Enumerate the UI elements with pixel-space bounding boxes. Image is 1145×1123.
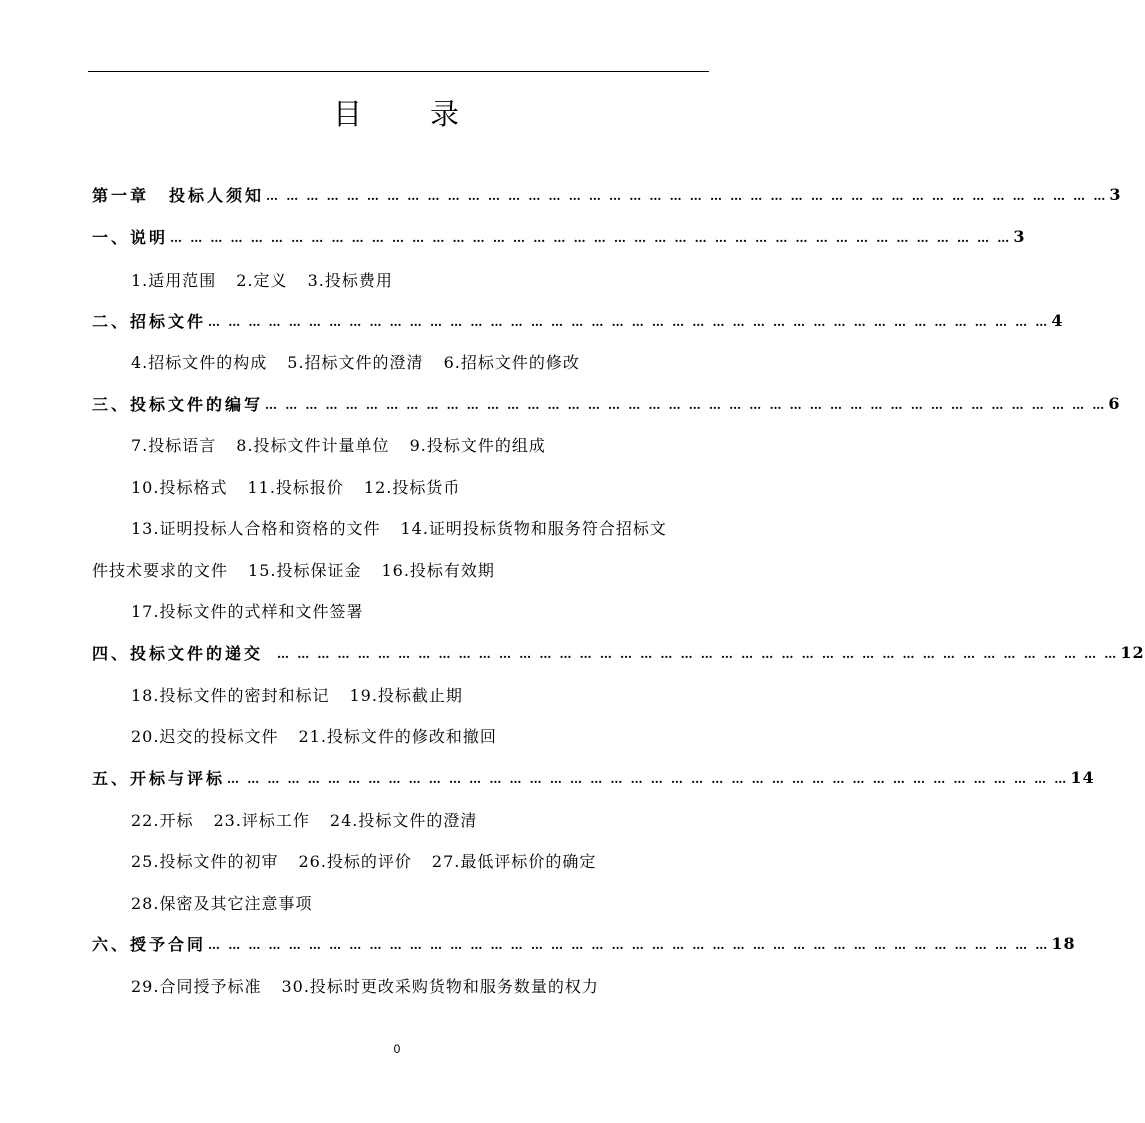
toc-subitem[interactable]: 22.开标 xyxy=(131,810,194,830)
toc-section-3[interactable] xyxy=(92,388,1121,418)
toc-subitem[interactable]: 11.投标报价 xyxy=(247,477,344,497)
toc-subitems xyxy=(92,554,515,584)
toc-subitems xyxy=(131,595,383,625)
footer-page-number: 0 xyxy=(393,1042,401,1056)
toc-subitems xyxy=(131,512,709,542)
leader-dots: … … … … … … … … … … … … … … … … … … … … … … … … … … … … … … … … … … … … … … … … … … xyxy=(208,938,1050,952)
toc-subitems xyxy=(131,429,566,459)
toc-subitems xyxy=(131,887,332,917)
page-number: 14 xyxy=(1070,767,1095,787)
toc-subitem[interactable]: 21.投标文件的修改和撤回 xyxy=(298,726,497,746)
page-number: 12 xyxy=(1120,642,1145,662)
toc-section-6[interactable] xyxy=(92,928,1076,958)
toc-section-2[interactable] xyxy=(92,305,1064,335)
page-number: 6 xyxy=(1108,393,1121,413)
toc-subitem[interactable]: 30.投标时更改采购货物和服务数量的权力 xyxy=(281,976,599,996)
toc-subitem[interactable]: 1.适用范围 xyxy=(131,270,217,290)
toc-subitem[interactable]: 15.投标保证金 xyxy=(248,560,362,580)
toc-subitem[interactable]: 5.招标文件的澄清 xyxy=(287,352,424,372)
toc-subitems xyxy=(131,264,413,294)
toc-section-1[interactable] xyxy=(92,221,1026,251)
toc-subitem[interactable]: 4.招标文件的构成 xyxy=(131,352,268,372)
page-title xyxy=(0,92,794,133)
toc-subitem[interactable]: 16.投标有效期 xyxy=(381,560,495,580)
leader-dots: … … … … … … … … … … … … … … … … … … … … … … … … … … … … … … … … … … … … … … … … … … xyxy=(277,647,1119,661)
chapter-number: 第一章 xyxy=(92,185,150,205)
toc-subitem[interactable]: 18.投标文件的密封和标记 xyxy=(131,685,330,705)
toc-subitem[interactable]: 9.投标文件的组成 xyxy=(409,435,546,455)
section-title: 四、投标文件的递交 xyxy=(92,643,264,663)
toc-subitem[interactable]: 20.迟交的投标文件 xyxy=(131,726,279,746)
leader-dots: … … … … … … … … … … … … … … … … … … … … … … … … … … … … … … … … … … … … … … … … … … xyxy=(170,231,1012,245)
toc-subitem[interactable]: 10.投标格式 xyxy=(131,477,228,497)
toc-subitem[interactable]: 3.投标费用 xyxy=(307,270,393,290)
toc-subitems xyxy=(131,804,497,834)
toc-subitem[interactable]: 14.证明投标货物和服务符合招标文 xyxy=(400,518,667,538)
toc-subitem-continuation[interactable]: 件技术要求的文件 xyxy=(92,560,229,580)
toc-subitem[interactable]: 29.合同授予标准 xyxy=(131,976,262,996)
toc-subitem[interactable]: 19.投标截止期 xyxy=(349,685,463,705)
leader-dots: … … … … … … … … … … … … … … … … … … … … … … … … … … … … … … … … … … … … … … … … … … xyxy=(265,398,1107,412)
toc-section-4[interactable] xyxy=(92,637,1145,667)
header-rule xyxy=(88,71,709,72)
leader-dots: … … … … … … … … … … … … … … … … … … … … … … … … … … … … … … … … … … … … … … … … … … xyxy=(227,772,1069,786)
toc-subitems xyxy=(131,970,619,1000)
toc-subitem[interactable]: 24.投标文件的澄清 xyxy=(329,810,478,830)
section-title: 五、开标与评标 xyxy=(92,768,226,788)
toc-subitem[interactable]: 25.投标文件的初审 xyxy=(131,851,279,871)
page-number: 18 xyxy=(1051,933,1076,953)
toc-subitems xyxy=(131,346,600,376)
toc-subitem[interactable]: 6.招标文件的修改 xyxy=(443,352,580,372)
toc-subitem[interactable]: 7.投标语言 xyxy=(131,435,217,455)
toc-subitem[interactable]: 8.投标文件计量单位 xyxy=(236,435,390,455)
leader-dots: … … … … … … … … … … … … … … … … … … … … … … … … … … … … … … … … … … … … … … … … … … xyxy=(208,315,1050,329)
section-title: 六、授予合同 xyxy=(92,934,207,954)
toc-subitem[interactable]: 12.投标货币 xyxy=(363,477,461,497)
page-number: 3 xyxy=(1109,184,1122,204)
leader-dots: … … … … … … … … … … … … … … … … … … … … … … … … … … … … … … … … … … … … … … … … … … xyxy=(266,189,1108,203)
page-number: 3 xyxy=(1013,226,1026,246)
section-title: 一、说明 xyxy=(92,227,169,247)
section-title: 二、招标文件 xyxy=(92,311,207,331)
toc-subitem[interactable]: 17.投标文件的式样和文件签署 xyxy=(131,601,364,621)
toc-subitems xyxy=(131,845,616,875)
toc-subitem[interactable]: 27.最低评标价的确定 xyxy=(431,851,597,871)
toc-subitem[interactable]: 13.证明投标人合格和资格的文件 xyxy=(131,518,381,538)
toc-chapter-1[interactable] xyxy=(92,179,1122,209)
toc-subitem[interactable]: 26.投标的评价 xyxy=(298,851,412,871)
toc-subitems xyxy=(131,471,480,501)
title-char-2: 录 xyxy=(430,97,462,131)
toc-section-5[interactable] xyxy=(92,762,1095,792)
toc-subitems xyxy=(131,679,483,709)
title-char-1: 目 xyxy=(332,97,364,131)
toc-subitem[interactable]: 2.定义 xyxy=(236,270,288,290)
section-title: 三、投标文件的编写 xyxy=(92,394,264,414)
toc-subitem[interactable]: 23.评标工作 xyxy=(213,810,310,830)
toc-subitem[interactable]: 28.保密及其它注意事项 xyxy=(131,893,313,913)
chapter-title: 投标人须知 xyxy=(169,185,265,205)
page-number: 4 xyxy=(1051,310,1064,330)
toc-subitems xyxy=(131,720,517,750)
